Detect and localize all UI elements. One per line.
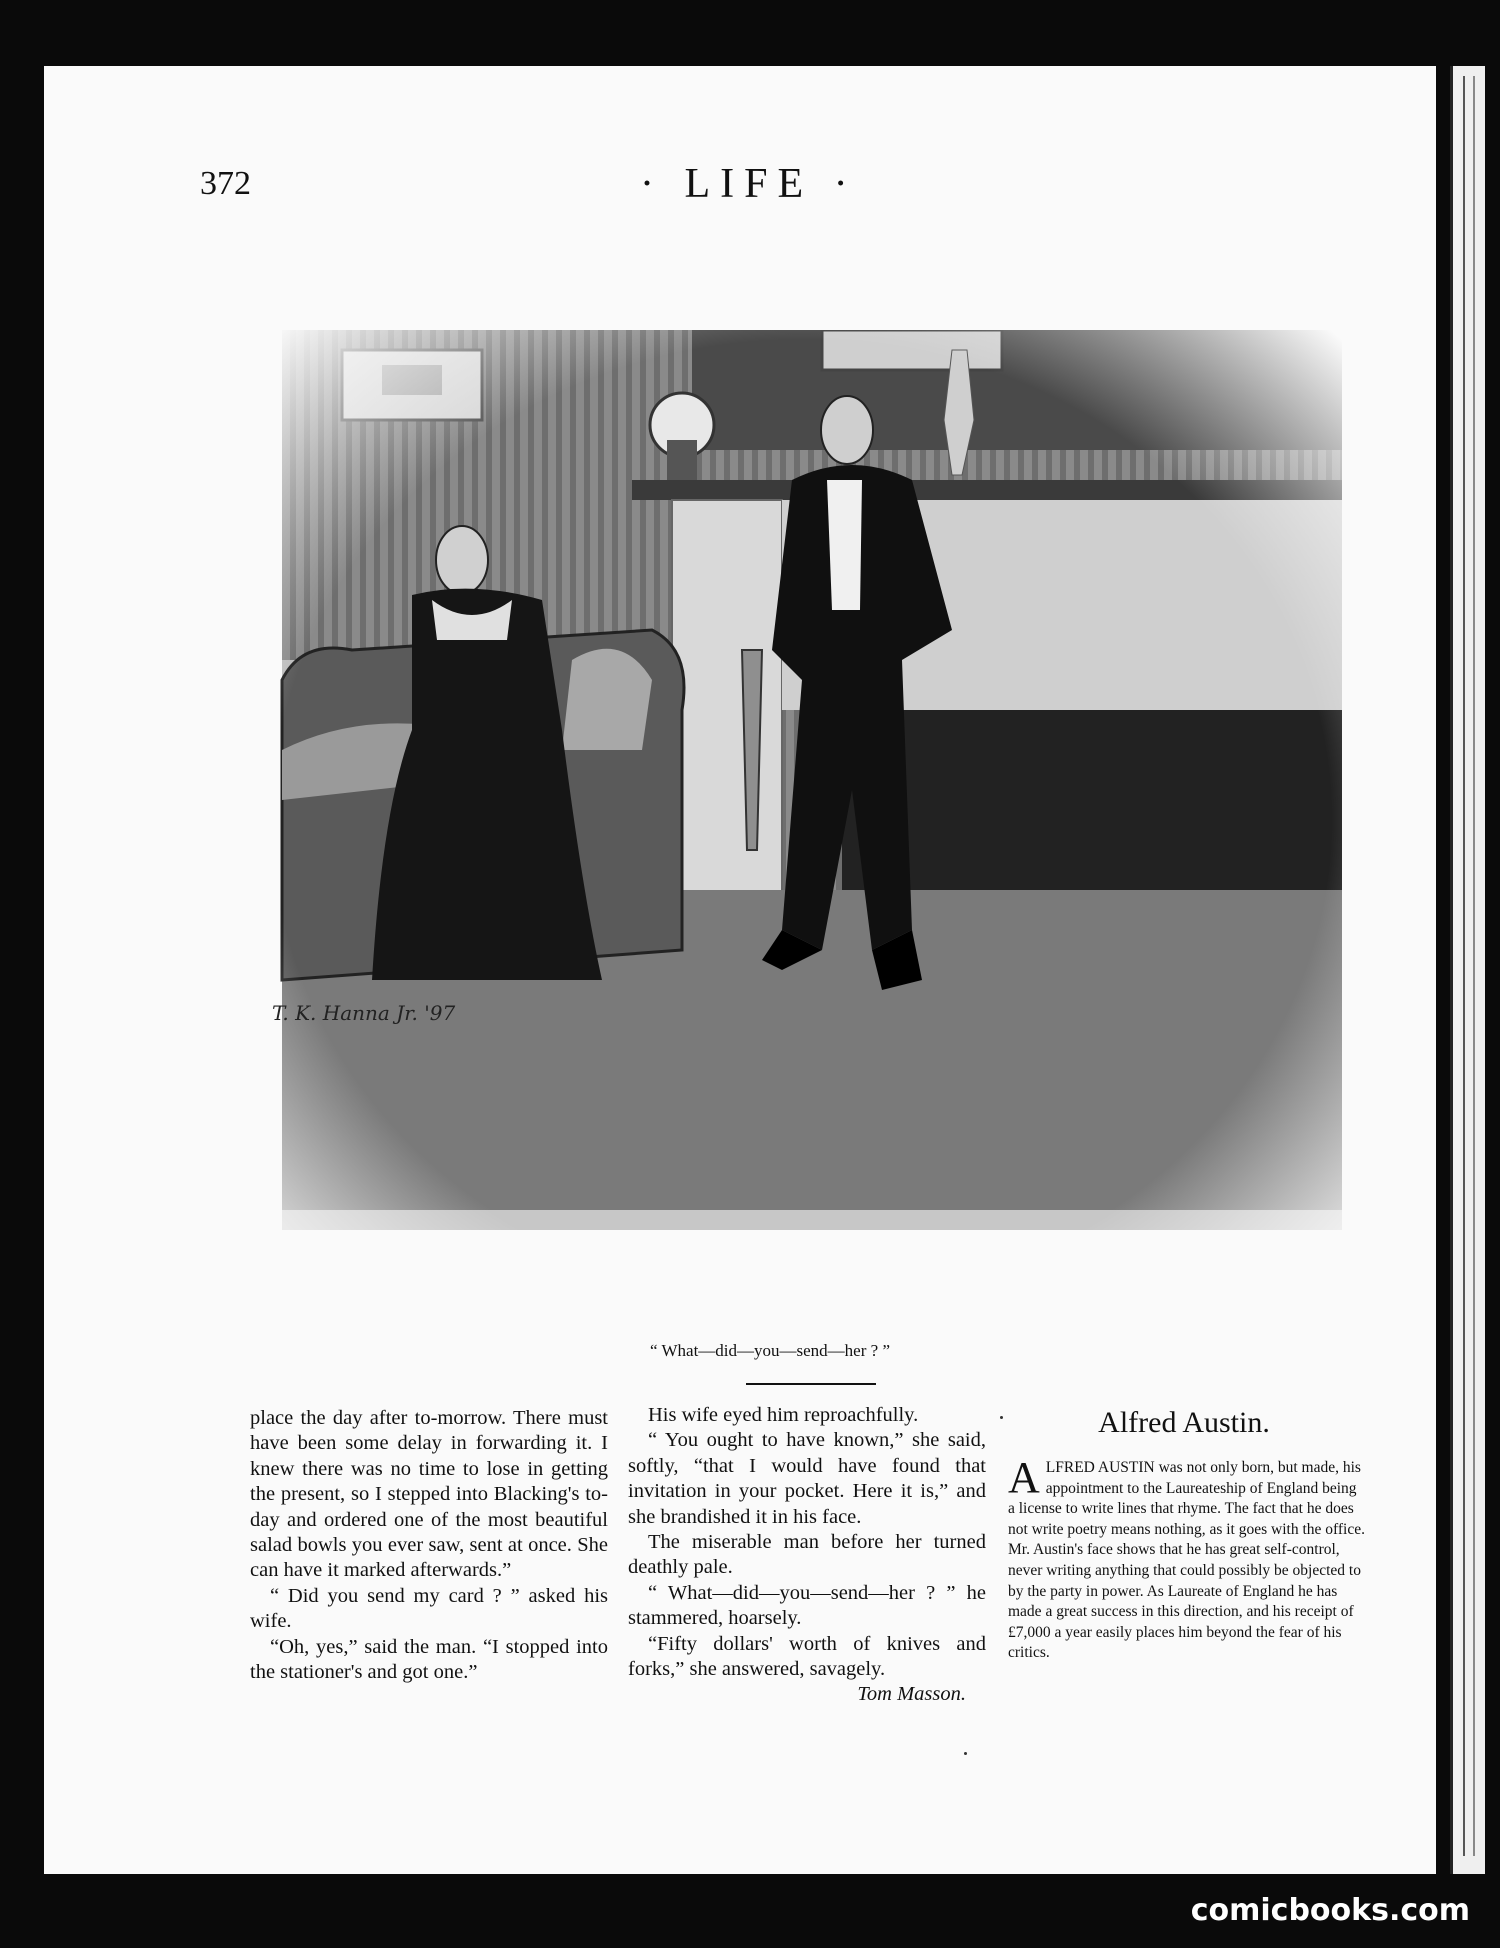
paragraph: “ Did you send my card ? ” asked his wife.	[250, 1584, 608, 1633]
ink-speck	[964, 1752, 967, 1755]
paragraph: “ You ought to have known,” she said, softly, “that I would have found that invitation in your pocket. Here it is,” and she brandished it in his face.	[628, 1429, 986, 1528]
illustration	[262, 330, 1342, 1310]
author-byline: Tom Masson.	[857, 1683, 966, 1706]
story-column-2	[628, 1403, 986, 1708]
artist-signature: T. K. Hanna Jr. '97	[272, 1001, 456, 1025]
paragraph: His wife eyed him reproachfully.	[648, 1404, 919, 1426]
caption-rule	[746, 1383, 876, 1385]
next-page-edge	[1450, 66, 1485, 1874]
paragraph: “ What—did—you—send—her ? ” he stammered, hoarsely.	[628, 1581, 986, 1630]
watermark: comicbooks.com	[1190, 1893, 1470, 1928]
paragraph: place the day after to-morrow. There must have been some delay in forwarding it. I knew there was no time to lose in getting the present, so I stepped into Blacking's to-day and ordered one of the most beautiful salad bowls you ever saw, sent at once. She can have it marked afterwards.”	[250, 1407, 608, 1582]
illustration-caption: “ What—did—you—send—her ? ”	[650, 1341, 890, 1360]
ink-speck	[1000, 1416, 1003, 1419]
paragraph: “Oh, yes,” said the man. “I stopped into the stationer's and got one.”	[250, 1635, 608, 1684]
paragraph: The miserable man before her turned deathly pale.	[628, 1531, 986, 1579]
article-text: LFRED AUSTIN was not only born, but made, his appointment to the Laureateship of England being a license to write lines that rhyme. The fact that he does not write poetry means nothing, as it goes with the office. Mr. Austin's face shows that he has great self-control, never writing anything that could possibly be objected to by the party in power. As Laureate of England he has made a great success in this direction, and his receipt of £7,000 a year easily places him beyond the fear of his critics.	[1008, 1459, 1365, 1662]
article-title: Alfred Austin.	[1098, 1406, 1270, 1439]
article-body	[1008, 1453, 1366, 1664]
paragraph: “Fifty dollars' worth of knives and forks,” she answered, savagely.	[628, 1632, 986, 1681]
masthead-title: · LIFE ·	[640, 161, 858, 207]
drop-cap: A	[1008, 1453, 1040, 1502]
page-number: 372	[200, 165, 251, 202]
story-column-1	[250, 1406, 608, 1685]
